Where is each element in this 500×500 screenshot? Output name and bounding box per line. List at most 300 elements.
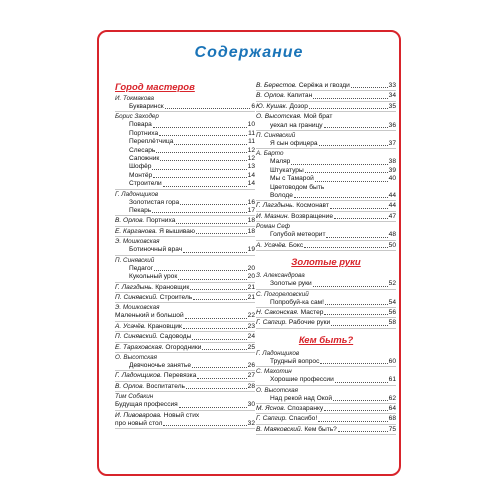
dot-leader: [335, 382, 388, 383]
page-number: 6: [251, 103, 255, 110]
toc-entry[interactable]: [256, 308, 396, 318]
dot-leader: [333, 400, 388, 401]
entry-title-line: [115, 217, 175, 225]
dot-leader: [351, 87, 388, 88]
entry-title: Шофёр: [129, 163, 152, 171]
page-number: 17: [247, 207, 255, 215]
page-number: 47: [388, 212, 396, 220]
page-number: 12: [247, 146, 255, 154]
entry-title-line: [256, 280, 312, 288]
entry-title: Голубой метеорит: [270, 231, 326, 239]
entry-title: Штукатуры: [270, 166, 304, 174]
entry-author: В. Маяковский.: [256, 425, 303, 433]
entry-row: [115, 265, 255, 273]
dot-leader: [291, 164, 387, 165]
dot-leader: [196, 233, 247, 234]
dot-leader: [156, 152, 246, 153]
entry-title: Мы с Тамарой: [270, 175, 314, 183]
toc-entry[interactable]: [256, 414, 396, 424]
toc-entry[interactable]: [256, 201, 396, 211]
page-number: 20: [247, 273, 255, 281]
page-number: 37: [388, 140, 396, 148]
entry-title-line: [256, 202, 329, 210]
entry-title: Кем быть?: [304, 425, 337, 433]
entry-title: Повара: [129, 121, 152, 129]
page-number: 22: [247, 312, 255, 320]
page-number: 48: [388, 231, 396, 239]
entry-title-line: [256, 309, 323, 317]
entry-row: [115, 246, 255, 254]
toc-entry[interactable]: [115, 332, 255, 342]
toc-entry[interactable]: [115, 283, 255, 293]
entry-author: Е. Тараховская.: [115, 343, 164, 351]
entry-title-line: [115, 401, 178, 409]
entry-title-line: [256, 113, 332, 121]
entry-author: В. Орлов.: [115, 217, 145, 225]
entry-author: Г. Лагздынь.: [115, 283, 154, 291]
toc-entry[interactable]: [256, 241, 396, 251]
entry-author: В. Берестов.: [256, 82, 297, 89]
entry-title: уехал на границу: [270, 121, 323, 129]
dot-leader: [163, 186, 247, 187]
dot-leader: [309, 108, 388, 109]
dot-leader: [180, 204, 246, 205]
entry-row: [115, 207, 255, 215]
entry-author: И. Мазнин.: [256, 212, 290, 220]
entry-author: П. Синявский: [115, 256, 155, 264]
toc-entry[interactable]: [256, 318, 396, 328]
toc-entry[interactable]: [115, 353, 255, 371]
entry-title-line: [256, 92, 312, 100]
entry-title-line: [256, 242, 303, 250]
entry-title-line: [256, 358, 319, 366]
entry-row: [115, 401, 255, 409]
entry-title: Дозор: [289, 102, 308, 110]
entry-title: Монтёр: [129, 171, 153, 179]
entry-author: Г. Сапгир.: [256, 319, 288, 327]
entry-author: Г. Ладонщиков: [115, 190, 159, 198]
dot-leader: [190, 289, 246, 290]
page-number: 36: [388, 121, 396, 129]
toc-entry[interactable]: [115, 411, 255, 430]
entry-row: [115, 323, 255, 331]
entry-title-line: [115, 383, 185, 391]
entry-title-line: [256, 319, 330, 327]
toc-entry[interactable]: [256, 212, 396, 222]
entry-title-line: [256, 192, 293, 200]
entry-author: П. Синявский: [256, 132, 296, 140]
dot-leader: [160, 160, 246, 161]
entry-title: Перевязка: [163, 372, 197, 380]
page-number: 27: [247, 372, 255, 380]
entry-author: Тим Собакин: [115, 393, 154, 401]
entry-row: [115, 163, 255, 171]
entry-row: [256, 299, 396, 307]
dot-leader: [192, 339, 246, 340]
entry-title-line: [115, 323, 182, 331]
page-number: 13: [247, 163, 255, 171]
entry-title: Новый стих: [163, 411, 200, 419]
page-number: 12: [247, 155, 255, 163]
entry-title: Капитан: [287, 92, 313, 100]
dot-leader: [153, 127, 247, 128]
entry-title-line: [256, 122, 323, 130]
entry-title-line: [115, 163, 151, 171]
entry-title-line: [115, 246, 182, 254]
entry-title: Серёжа и гвозди: [298, 82, 350, 89]
dot-leader: [202, 349, 246, 350]
entry-title: Спасибо!: [288, 415, 318, 423]
toc-entry[interactable]: [256, 149, 396, 201]
page-number: 33: [388, 82, 396, 89]
entry-row: [115, 138, 255, 146]
entry-row: [256, 192, 396, 200]
entry-title: Педагог: [129, 264, 154, 272]
entry-row: [256, 415, 396, 423]
entry-row: [256, 158, 396, 166]
entry-author: Г. Ладонщиков: [256, 349, 300, 357]
entry-title-line: [115, 121, 152, 129]
entry-title: Бокс: [288, 241, 304, 249]
page-number: 40: [388, 175, 396, 183]
dot-leader: [183, 328, 247, 329]
entry-row: [115, 228, 255, 236]
entry-row: [256, 103, 396, 111]
dot-leader: [324, 314, 387, 315]
page-number: 39: [388, 166, 396, 174]
toc-entry[interactable]: [256, 222, 396, 240]
entry-author: Ю. Кушак.: [256, 102, 288, 110]
entry-author: Э. Мошковская: [115, 238, 160, 246]
entry-title-line: [115, 138, 173, 146]
entry-title: Володе: [270, 192, 293, 200]
entry-title: Пекарь: [129, 207, 152, 215]
page-number: 18: [247, 217, 255, 225]
entry-row: [115, 294, 255, 302]
entry-author: В. Орлов.: [115, 382, 145, 390]
page-number: 20: [247, 264, 255, 272]
page-number: 32: [247, 419, 255, 427]
dot-leader: [152, 169, 246, 170]
toc-entry[interactable]: [115, 371, 255, 381]
entry-author: И. Токмакова: [115, 95, 155, 102]
entry-title-line: [115, 172, 152, 180]
entry-title-line: [256, 231, 325, 239]
toc-entry[interactable]: [115, 392, 255, 410]
entry-title: Я сын офицера: [270, 140, 318, 148]
entry-row: [115, 121, 255, 129]
page-number: 34: [388, 92, 396, 100]
page-number: 10: [247, 121, 255, 129]
toc-entry[interactable]: [256, 102, 396, 112]
toc-entry[interactable]: [256, 290, 396, 308]
page-number: 25: [247, 343, 255, 351]
dot-leader: [179, 407, 247, 408]
entry-title-line: [115, 412, 199, 420]
entry-title: Маляр: [270, 158, 291, 166]
entry-row: [115, 273, 255, 281]
entry-title: Космонавт: [296, 202, 329, 210]
dot-leader: [326, 237, 387, 238]
toc-entry[interactable]: [256, 131, 396, 149]
entry-row: [115, 420, 255, 428]
entry-row: [256, 122, 396, 130]
page-number: 14: [247, 180, 255, 188]
entry-row: [115, 199, 255, 207]
entry-author: Э. Мошковская: [115, 304, 160, 312]
entry-title: Над рекой над Окой: [270, 394, 333, 402]
entry-title-line: [115, 362, 191, 370]
dot-leader: [334, 218, 388, 219]
entry-title-line: [115, 333, 191, 341]
entry-row: [256, 140, 396, 148]
dot-leader: [176, 223, 246, 224]
dot-leader: [153, 177, 246, 178]
entry-title: Золотые руки: [270, 280, 312, 288]
page-number: 68: [388, 415, 396, 423]
toc-entry[interactable]: [115, 94, 255, 112]
entry-title-line: [256, 158, 290, 166]
dot-leader: [324, 127, 388, 128]
entry-title: Мастер: [300, 308, 324, 316]
page-number: 26: [247, 361, 255, 369]
toc-left-column: [115, 80, 255, 429]
entry-title: Цветоводом быть: [270, 183, 325, 191]
page-number: 19: [247, 246, 255, 254]
entry-row: [256, 167, 396, 175]
page-number: 18: [247, 227, 255, 235]
entry-title: Спозаранку: [287, 404, 324, 412]
entry-row: [115, 130, 255, 138]
entry-row: [115, 372, 255, 380]
toc-entry[interactable]: [256, 349, 396, 367]
entry-author: Г. Лагздынь.: [256, 202, 295, 210]
entry-title-line: [115, 284, 189, 292]
page-number: 64: [388, 404, 396, 412]
entry-title: Переплётчица: [129, 138, 174, 146]
page-number: 24: [247, 333, 255, 341]
entry-row: [256, 426, 396, 434]
page-number: 75: [388, 425, 396, 433]
entry-title: Крановщик: [147, 322, 182, 330]
entry-row: [256, 213, 396, 221]
entry-title: Возвращение: [291, 212, 334, 220]
entry-row: [256, 202, 396, 210]
page-number: 56: [388, 308, 396, 316]
entry-row: [256, 113, 396, 121]
entry-title: Портниха: [146, 217, 176, 225]
toc-entry[interactable]: [115, 322, 255, 332]
entry-row: [115, 344, 255, 352]
toc-entry[interactable]: [115, 256, 255, 283]
entry-author: А. Барто: [256, 150, 284, 158]
entry-row: [115, 147, 255, 155]
section-heading: Город мастеров: [115, 82, 195, 93]
toc-right-column: [256, 81, 396, 435]
toc-entry[interactable]: [115, 112, 255, 189]
entry-row: [256, 82, 396, 90]
page-number: 35: [388, 102, 396, 110]
dot-leader: [313, 286, 388, 287]
page-number: 60: [388, 357, 396, 365]
entry-row: [115, 284, 255, 292]
dot-leader: [154, 270, 247, 271]
entry-author: О. Высотская.: [256, 113, 302, 121]
entry-title-line: [115, 344, 201, 352]
entry-author: Е. Карганова.: [115, 227, 158, 235]
entry-title: Золотистая гора: [129, 198, 180, 206]
toc-entry[interactable]: [115, 216, 255, 226]
entry-title-line: [115, 103, 164, 111]
entry-row: [256, 309, 396, 317]
entry-row: [256, 231, 396, 239]
section-heading: Кем быть?: [298, 334, 354, 346]
page-number: 21: [247, 293, 255, 301]
entry-row: [115, 362, 255, 370]
dot-leader: [192, 367, 247, 368]
entry-author: С. Махотин: [256, 368, 292, 376]
entry-title: Мой брат: [303, 113, 333, 121]
entry-title-line: [256, 82, 350, 90]
entry-title: Рабочие руки: [288, 319, 331, 327]
entry-title: Строитель: [159, 293, 193, 301]
toc-entry[interactable]: [256, 91, 396, 101]
toc-entry[interactable]: [115, 303, 255, 321]
entry-title: Садоводы: [159, 333, 192, 341]
toc-entry[interactable]: [256, 112, 396, 131]
dot-leader: [338, 431, 388, 432]
entry-title: Огородники: [165, 343, 202, 351]
entry-author: С. Погореловский: [256, 290, 309, 298]
entry-title: Хорошие профессии: [270, 376, 334, 384]
dot-leader: [304, 247, 388, 248]
entry-row: [256, 319, 396, 327]
page-number: 14: [247, 171, 255, 179]
entry-title-line: [115, 420, 162, 428]
toc-entry[interactable]: [115, 343, 255, 353]
entry-title-line: [256, 415, 317, 423]
entry-row: [256, 92, 396, 100]
entry-author: П. Синявский.: [115, 293, 158, 301]
entry-title-line: [115, 294, 192, 302]
dot-leader: [183, 252, 246, 253]
dot-leader: [294, 197, 388, 198]
page-number: 62: [388, 394, 396, 402]
entry-title-line: [256, 175, 314, 183]
entry-title-line: [256, 213, 333, 221]
entry-title: про новый стол: [115, 419, 163, 427]
entry-title: Крановщик: [155, 283, 190, 291]
entry-row: [256, 376, 396, 384]
entry-row: [256, 395, 396, 403]
entry-title: Трудный вопрос: [270, 357, 320, 365]
entry-title-line: [115, 180, 162, 188]
dot-leader: [163, 425, 246, 426]
toc-entry[interactable]: [256, 386, 396, 404]
page-number: 44: [388, 202, 396, 210]
contents-title: Содержание: [194, 44, 304, 61]
toc-entry[interactable]: [115, 237, 255, 255]
entry-row: [115, 383, 255, 391]
entry-row: [256, 280, 396, 288]
entry-row: [115, 180, 255, 188]
toc-entry[interactable]: [256, 271, 396, 289]
toc-entry[interactable]: [256, 367, 396, 385]
dot-leader: [320, 363, 387, 364]
entry-title-line: [256, 184, 324, 192]
toc-entry[interactable]: [256, 425, 396, 435]
page-number: 58: [388, 319, 396, 327]
toc-entry[interactable]: [256, 404, 396, 414]
dot-leader: [319, 145, 388, 146]
entry-row: [256, 175, 396, 183]
page-number: 23: [247, 322, 255, 330]
entry-row: [115, 412, 255, 420]
entry-title-line: [256, 140, 318, 148]
page-number: 11: [248, 138, 255, 146]
entry-row: [256, 405, 396, 413]
entry-title-line: [115, 155, 159, 163]
entry-author: М. Яснов.: [256, 404, 286, 412]
entry-title-line: [115, 207, 151, 215]
toc-entry[interactable]: [115, 227, 255, 237]
entry-title: Воспитатель: [146, 382, 185, 390]
entry-title-line: [256, 395, 332, 403]
entry-title-line: [256, 299, 324, 307]
entry-title: Ботиночный врач: [129, 246, 183, 254]
entry-title: Строители: [129, 180, 162, 188]
dot-leader: [178, 279, 246, 280]
page-number: 16: [247, 198, 255, 206]
page-number: 11: [248, 129, 255, 137]
page-number: 21: [247, 283, 255, 291]
entry-row: [115, 312, 255, 320]
entry-row: [256, 242, 396, 250]
entry-author: О. Высотская: [115, 353, 158, 361]
entry-title: Слесарь: [129, 146, 156, 154]
entry-title-line: [115, 273, 177, 281]
entry-row: [256, 184, 396, 192]
dot-leader: [152, 212, 246, 213]
entry-row: [115, 172, 255, 180]
page-number: 54: [388, 298, 396, 306]
toc-entry[interactable]: [256, 81, 396, 91]
dot-leader: [185, 318, 247, 319]
entry-author: А. Усачёв.: [256, 241, 288, 249]
entry-author: Борис Заходер: [115, 113, 159, 121]
entry-title-line: [256, 426, 337, 434]
dot-leader: [315, 181, 388, 182]
entry-title-line: [256, 405, 323, 413]
entry-author: Г. Сапгир.: [256, 415, 288, 423]
entry-title: Попробуй-ка сам!: [270, 298, 324, 306]
entry-title: Я вышиваю: [159, 227, 195, 235]
entry-author: О. Высотская: [256, 386, 299, 394]
dot-leader: [186, 388, 247, 389]
entry-author: П. Синявский.: [115, 333, 158, 341]
entry-author: Н. Саконская.: [256, 308, 299, 316]
entry-row: [256, 358, 396, 366]
entry-author: Роман Сеф: [256, 223, 290, 231]
entry-row: [115, 217, 255, 225]
entry-title: Букваринск: [129, 103, 164, 110]
toc-entry[interactable]: [115, 190, 255, 217]
entry-row: [115, 103, 255, 111]
entry-title: Девчоночье занятье: [129, 361, 191, 369]
entry-author: В. Орлов.: [256, 92, 286, 100]
toc-entry[interactable]: [115, 293, 255, 303]
toc-entry[interactable]: [115, 382, 255, 392]
